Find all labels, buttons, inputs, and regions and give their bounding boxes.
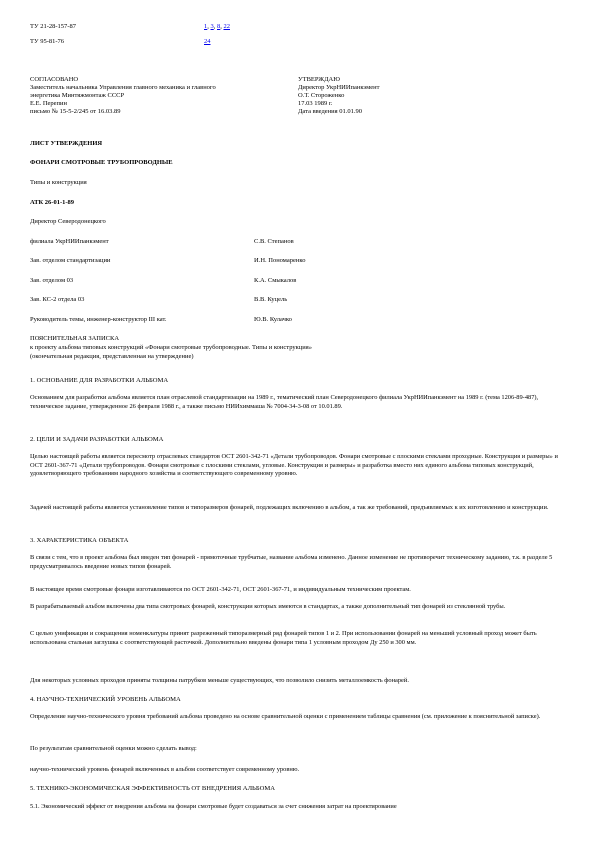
paragraph: 5.1. Экономический эффект от внедрения альбома на фонари смотровые будет создаваться за счет снижения затрат на проектирование xyxy=(30,803,397,810)
signature-role: Зав. отделом стандартизации xyxy=(30,257,111,264)
paragraph: Для некоторых условных проходов приняты толщины патрубков меньше существующих, что позволило снизить металлоемкость фонарей. xyxy=(30,677,409,684)
section-heading: 4. НАУЧНО-ТЕХНИЧЕСКИЙ УРОВЕНЬ АЛЬБОМА xyxy=(30,696,181,703)
section-heading: 3. ХАРАКТЕРИСТИКА ОБЪЕКТА xyxy=(30,537,129,544)
note-line: (окончательная редакция, представленная на утверждение) xyxy=(30,353,194,360)
paragraph: В разрабатываемый альбом включены два типа смотровых фонарей, конструкции которых имеются в стандартах, а также дополнительный тип фонарей из стеклянной трубы. xyxy=(30,603,506,610)
approval-left-title: СОГЛАСОВАНО xyxy=(30,76,79,83)
paragraph: Основанием для разработки альбома является план отраслевой стандартизации на 1989 г., тематический план Северодонецкого филиала УкрНИИпанкэмент на 1989 г. (тема 1206-89-487), техническое задание, утвержденное 26 февраля 1988 г., а также письмо НИИхиммаша № 7004-34-3-08 от 10.01.89. xyxy=(30,394,539,410)
director-line: Директор Северодонецкого xyxy=(30,218,106,225)
paragraph: Определение научно-технического уровня требований альбома проведено на основе сравнительной оценки с применением таблицы сравнения (см. приложение к пояснительной записке). xyxy=(30,713,541,720)
ref-code-2: ТУ 95-81-76 xyxy=(30,38,65,45)
document-code: АТК 26-01-1-89 xyxy=(30,199,75,206)
approval-left-line: Е.Е. Перепин xyxy=(30,100,67,107)
ref-code-1: ТУ 21-28-157-87 xyxy=(30,23,76,30)
sheet-title: ЛИСТ УТВЕРЖДЕНИЯ xyxy=(30,140,103,147)
signature-name: С.В. Степанов xyxy=(254,238,294,245)
approval-right-line: 17.03 1989 г. xyxy=(298,100,333,107)
ref-link[interactable]: 24 xyxy=(204,38,211,45)
ref-link[interactable]: 1 xyxy=(204,23,208,30)
signature-role: Зав. отделом 03 xyxy=(30,277,74,284)
signature-role: Зав. КС-2 отдела 03 xyxy=(30,296,85,303)
signature-name: В.В. Куцель xyxy=(254,296,288,303)
approval-right-line: Директор УкрНИИпанкэмент xyxy=(298,84,380,91)
note-line: к проекту альбома типовых конструкций «Фонари смотровые трубопроводные. Типы и конструкция» xyxy=(30,344,312,351)
signature-name: И.Н. Пономаренко xyxy=(254,257,306,264)
paragraph: В связи с тем, что в проект альбома был введен тип фонарей - прямоточные трубчатые, название альбома изменено. Данное изменение не противоречит техническому заданию, т.к. в разделе 5 предусматривалось введение новых типов фонарей. xyxy=(30,554,553,570)
signature-name: Ю.В. Кулачко xyxy=(254,316,292,323)
ref-link[interactable]: 3 xyxy=(210,23,214,30)
ref-links-2 xyxy=(204,38,211,46)
paragraph: Задачей настоящей работы является установление типов и типоразмеров фонарей, подлежащих включению в альбом, а так же требований, предъявляемых к их изготовлению и конструкции. xyxy=(30,504,549,511)
ref-link[interactable]: 8 xyxy=(217,23,221,30)
approval-left-line: энергетика Минтяжмонтаж СССР xyxy=(30,92,125,99)
approval-left-line: Заместитель начальника Управления главного механика и главного xyxy=(30,84,216,91)
ref-links-1: 1, 3, 8, 22 xyxy=(204,23,230,30)
approval-left-line: письмо № 15-5-2/245 от 16.03.89 xyxy=(30,108,121,115)
approval-right-line: О.Т. Стороженко xyxy=(298,92,345,99)
document-name: ФОНАРИ СМОТРОВЫЕ ТРУБОПРОВОДНЫЕ xyxy=(30,159,173,166)
approval-left xyxy=(30,76,216,116)
section-heading: 1. ОСНОВАНИЕ ДЛЯ РАЗРАБОТКИ АЛЬБОМА xyxy=(30,377,169,384)
section-heading: 5. ТЕХНИКО-ЭКОНОМИЧЕСКАЯ ЭФФЕКТИВНОСТЬ ОТ ВНЕДРЕНИЯ АЛЬБОМА xyxy=(30,785,275,792)
section-heading: 2. ЦЕЛИ И ЗАДАЧИ РАЗРАБОТКИ АЛЬБОМА xyxy=(30,436,164,443)
signature-role: филиала УкрНИИпанкэмент xyxy=(30,238,109,245)
signature-role: Руководитель темы, инженер-конструктор III кат. xyxy=(30,316,167,323)
approval-right-line: Дата введения 01.01.90 xyxy=(298,108,362,115)
signature-name: К.А. Смыкалов xyxy=(254,277,297,284)
ref-link[interactable]: 22 xyxy=(223,23,230,30)
note-title: ПОЯСНИТЕЛЬНАЯ ЗАПИСКА xyxy=(30,335,120,342)
paragraph: Целью настоящей работы является пересмотр отраслевых стандартов ОСТ 2601-342-71 «Детали трубопроводов. Фонари смотровые с плоскими стеклами проходные. Конструкция и размеры» и ОСТ 2601-367-71 «Детали трубопроводов. Фонари смотровые с плоскими стеклами, угловые. Конструкция и размеры» и разработка вместо них единого альбома типовых конструкций, удовлетворяющего требованиям народного хозяйства и соответствующего современному уровню. xyxy=(30,453,558,478)
document-subtitle: Типы и конструкция xyxy=(30,179,87,186)
approval-right xyxy=(298,76,380,116)
paragraph: В настоящее время смотровые фонари изготавливаются по ОСТ 2601-342-71, ОСТ 2601-367-71, и индивидуальным техническим проектам. xyxy=(30,586,411,593)
paragraph: С целью унификации и сокращения номенклатуры принят разреженный типоразмерный ряд фонарей типов 1 и 2. При использовании фонарей на меньший условный проход может быть использована стальная заглушка с соответствующей расточкой. Дополнительно введены фонари типа 1 условным проходом Ду 250 и 300 мм. xyxy=(30,630,537,646)
paragraph: По результатам сравнительной оценки можно сделать вывод: xyxy=(30,745,197,752)
approval-right-title: УТВЕРЖДАЮ xyxy=(298,76,340,83)
paragraph: научно-технический уровень фонарей включенных в альбом соответствует современному уровню. xyxy=(30,766,300,773)
